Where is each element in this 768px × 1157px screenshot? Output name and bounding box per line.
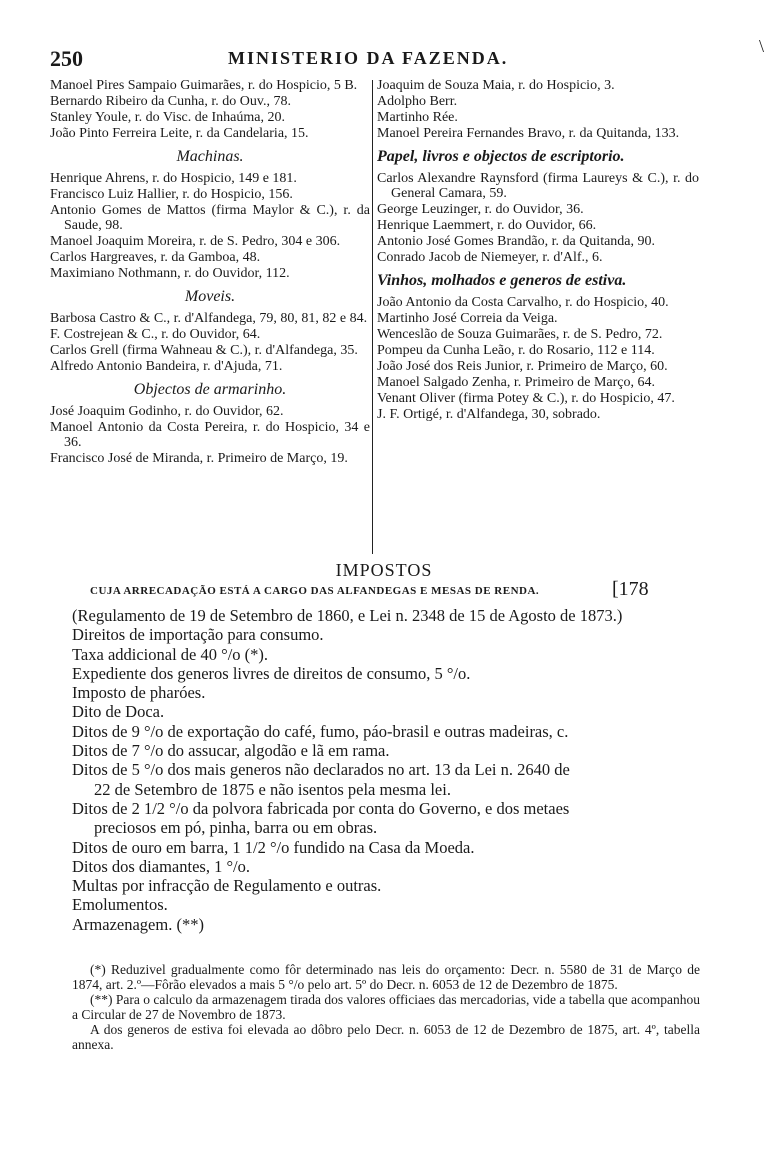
section-heading-moveis: Moveis. [184,288,236,305]
section-number: [178 [612,578,649,600]
list-item: Stanley Youle, r. do Visc. de Inhaúma, 20. [50,110,285,125]
impostos-line: Expediente dos generos livres de direitos de consumo, 5 °/o. [72,663,471,683]
list-item: Maximiano Nothmann, r. do Ouvidor, 112. [50,266,290,281]
section-heading-armarinho: Objectos de armarinho. [133,381,287,398]
impostos-line: Ditos de 2 1/2 °/o da polvora fabricada por conta do Governo, e dos metaes [72,798,570,818]
page-number: 250 [50,46,83,71]
list-item: Carlos Alexandre Raynsford (firma Laureys & C.), r. do General Camara, 59. [377,171,699,201]
list-item: Carlos Grell (firma Wahneau & C.), r. d'Alfandega, 35. [50,343,358,358]
list-item: Manoel Salgado Zenha, r. Primeiro de Março, 64. [377,375,655,390]
impostos-line: Emolumentos. [72,895,168,915]
list-item: João Antonio da Costa Carvalho, r. do Hospicio, 40. [377,295,669,310]
list-item: Joaquim de Souza Maia, r. do Hospicio, 3. [377,78,615,93]
list-item: Venant Oliver (firma Potey & C.), r. do Hospicio, 47. [377,391,675,406]
list-item: Carlos Hargreaves, r. da Gamboa, 48. [50,250,261,265]
left-column [50,78,370,467]
impostos-line: Ditos de ouro em barra, 1 1/2 °/o fundido na Casa da Moeda. [72,837,475,857]
footnotes [72,962,700,1052]
list-item: Manoel Pires Sampaio Guimarães, r. do Hospicio, 5 B. [50,78,358,93]
list-item: Manoel Joaquim Moreira, r. de S. Pedro, 304 e 306. [50,234,341,249]
right-column [377,78,699,423]
impostos-line-continuation: preciosos em pó, pinha, barra ou em obras. [94,818,378,838]
footnote: A dos generos de estiva foi elevada ao dôbro pelo Decr. n. 6053 de 12 de Dezembro de 1875, art. 4º, tabella annexa. [72,1022,700,1052]
list-item: J. F. Ortigé, r. d'Alfandega, 30, sobrado. [377,407,601,422]
list-item: Adolpho Berr. [377,94,458,109]
impostos-subtitle: CUJA ARRECADAÇÃO ESTÁ A CARGO DAS ALFANDEGAS E MESAS DE RENDA. [90,585,540,597]
list-item: Bernardo Ribeiro da Cunha, r. do Ouv., 78. [50,94,291,109]
list-item: Martinho Rée. [377,110,458,125]
page-title: MINISTERIO DA FAZENDA. [228,48,509,68]
list-item: Manoel Pereira Fernandes Bravo, r. da Quitanda, 133. [377,126,680,141]
list-item: Martinho José Correia da Veiga. [377,311,558,326]
list-item: Antonio José Gomes Brandão, r. da Quitanda, 90. [377,234,656,249]
impostos-list [72,606,698,934]
list-item: Barbosa Castro & C., r. d'Alfandega, 79, 80, 81, 82 e 84. [50,311,368,326]
list-item: José Joaquim Godinho, r. do Ouvidor, 62. [50,404,284,419]
impostos-line: Multas por infracção de Regulamento e outras. [72,876,382,896]
section-heading-papel: Papel, livros e objectos de escriptorio. [377,148,625,165]
list-item: F. Costrejean & C., r. do Ouvidor, 64. [50,327,261,342]
impostos-line: Ditos de 7 °/o do assucar, algodão e lã em rama. [72,741,390,761]
impostos-line: Armazenagem. (**) [72,914,204,934]
impostos-line-continuation: 22 de Setembro de 1875 e não isentos pela mesma lei. [94,779,451,799]
impostos-line: Imposto de pharóes. [72,683,206,703]
section-heading-vinhos: Vinhos, molhados e generos de estiva. [377,272,627,289]
column-divider [372,80,373,554]
list-item: Francisco Luiz Hallier, r. do Hospicio, 156. [50,187,293,202]
list-item: George Leuzinger, r. do Ouvidor, 36. [377,202,584,217]
list-item: Wenceslão de Souza Guimarães, r. de S. Pedro, 72. [377,327,663,342]
list-item: Francisco José de Miranda, r. Primeiro de Março, 19. [50,451,348,466]
section-heading-machinas: Machinas. [176,148,244,165]
page-header [50,36,764,76]
impostos-line: Ditos de 5 °/o dos mais generos não declarados no art. 13 da Lei n. 2640 de [72,760,570,780]
corner-mark: \ [758,36,764,56]
footnote: (**) Para o calculo da armazenagem tirada dos valores officiaes das mercadorias, vide a tabella que acompanhou a Circular de 27 de Novembro de 1873. [72,992,700,1022]
impostos-line: Ditos dos diamantes, 1 °/o. [72,856,251,876]
impostos-line: Dito de Doca. [72,702,165,722]
list-item: Alfredo Antonio Bandeira, r. d'Ajuda, 71. [50,359,283,374]
impostos-line: Taxa addicional de 40 °/o (*). [72,644,269,664]
impostos-line: (Regulamento de 19 de Setembro de 1860, e Lei n. 2348 de 15 de Agosto de 1873.) [72,606,623,625]
list-item: Henrique Laemmert, r. do Ouvidor, 66. [377,218,597,233]
list-item: Antonio Gomes de Mattos (firma Maylor & C.), r. da Saude, 98. [50,203,370,233]
list-item: João José dos Reis Junior, r. Primeiro de Março, 60. [377,359,668,374]
footnote: (*) Reduzivel gradualmente como fôr determinado nas leis do orçamento: Decr. n. 5580 de 31 de Março de 1874, art. 2.º—Fôrão elevados a mais 5 °/o pelo art. 5º do Decr. n. 6053 de 12 de Dezembro de 1875. [72,962,700,992]
impostos-title: IMPOSTOS [335,560,433,580]
impostos-line: Ditos de 9 °/o de exportação do café, fumo, páo-brasil e outras madeiras, c. [72,721,569,741]
list-item: João Pinto Ferreira Leite, r. da Candelaria, 15. [50,126,309,141]
impostos-line: Direitos de importação para consumo. [72,625,324,645]
list-item: Pompeu da Cunha Leão, r. do Rosario, 112 e 114. [377,343,655,358]
list-item: Henrique Ahrens, r. do Hospicio, 149 e 181. [50,171,297,186]
list-item: Conrado Jacob de Niemeyer, r. d'Alf., 6. [377,250,603,265]
list-item: Manoel Antonio da Costa Pereira, r. do Hospicio, 34 e 36. [50,420,370,450]
